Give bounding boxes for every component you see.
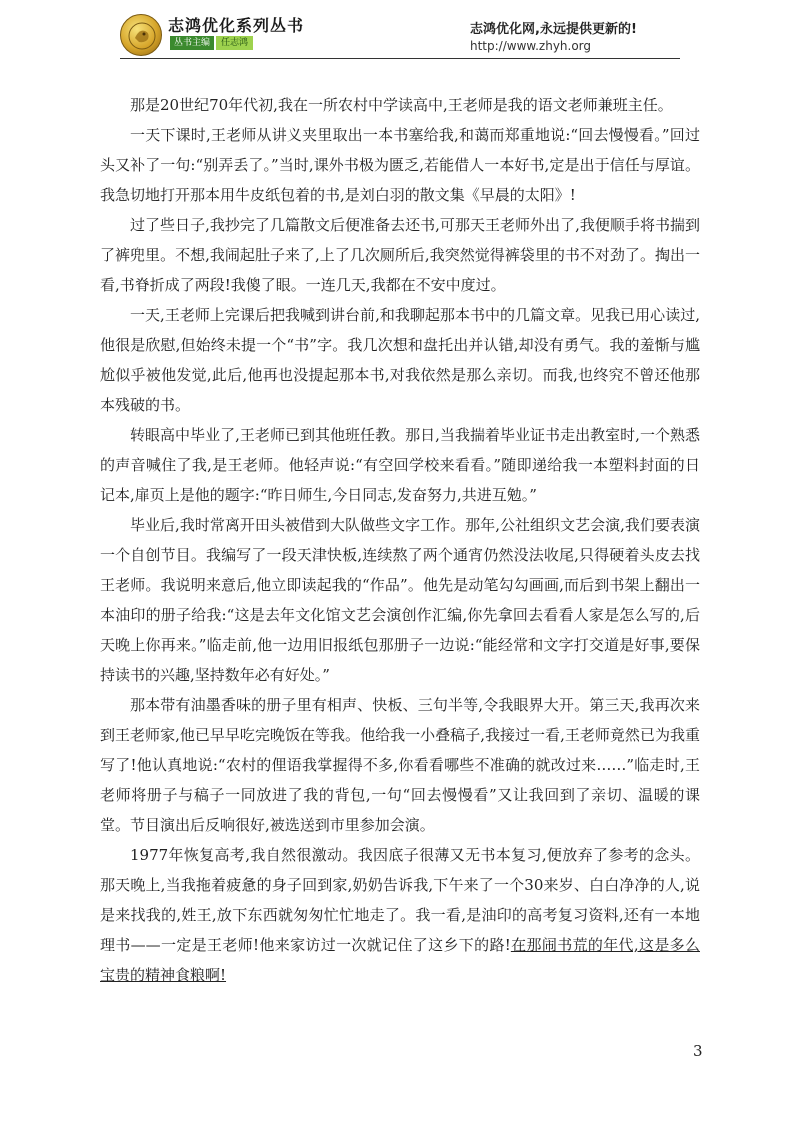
underlined-sentence: 在那闹书荒的年代,这是多么宝贵的精神食粮啊! (100, 936, 700, 984)
paragraph: 那是20世纪70年代初,我在一所农村中学读高中,王老师是我的语文老师兼班主任。 (130, 96, 673, 114)
series-logo (118, 12, 308, 56)
paragraph: 过了些日子,我抄完了几篇散文后便准备去还书,可那天王老师外出了,我便顺手将书揣到了裤兜里。不想,我闹起肚子来了,上了几次厕所后,我突然觉得裤袋里的书不对劲了。掏出一看,书脊折成了两段!我傻了眼。一连几天,我都在不安中度过。 (100, 216, 700, 294)
paragraph: 一天下课时,王老师从讲义夹里取出一本书塞给我,和蔼而郑重地说:“回去慢慢看。”回过头又补了一句:“别弄丢了。”当时,课外书极为匮乏,若能借人一本好书,定是出于信任与厚谊。我急切地打开那本用牛皮纸包着的书,是刘白羽的散文集《早晨的太阳》! (100, 126, 700, 204)
editor-name: 任志鸿 (216, 36, 253, 50)
paragraph: 一天,王老师上完课后把我喊到讲台前,和我聊起那本书中的几篇文章。见我已用心读过,他很是欣慰,但始终未提一个“书”字。我几次想和盘托出并认错,却没有勇气。我的羞惭与尴尬似乎被他发觉,此后,他再也没提起那本书,对我依然是那么亲切。而我,也终究不曾还他那本残破的书。 (100, 306, 700, 414)
paragraph: 转眼高中毕业了,王老师已到其他班任教。那日,当我揣着毕业证书走出教室时,一个熟悉的声音喊住了我,是王老师。他轻声说:“有空回学校来看看。”随即递给我一本塑料封面的日记本,扉页上是他的题字:“昨日师生,今日同志,发奋努力,共进互勉。” (100, 426, 700, 504)
paragraph: 那本带有油墨香味的册子里有相声、快板、三句半等,令我眼界大开。第三天,我再次来到王老师家,他已早早吃完晚饭在等我。他给我一小叠稿子,我接过一看,王老师竟然已为我重写了!他认真地说:“农村的俚语我掌握得不多,你看看哪些不准确的就改过来……”临走时,王老师将册子与稿子一同放进了我的背包,一句“回去慢慢看”又让我回到了亲切、温暖的课堂。节目演出后反响很好,被选送到市里参加会演。 (100, 696, 700, 834)
paragraph-text: 1977年恢复高考,我自然很激动。我因底子很薄又无书本复习,便放弃了参考的念头。那天晚上,当我拖着疲惫的身子回到家,奶奶告诉我,下午来了一个30来岁、白白净净的人,说是来找我的,姓王,放下东西就匆匆忙忙地走了。我一看,是油印的高考复习资料,还有一本地理书——一定是王老师!他来家访过一次就记住了这乡下的路! (100, 846, 700, 954)
page-header (0, 0, 800, 70)
series-title: 志鸿优化系列丛书 (168, 16, 305, 35)
editor-tag: 丛书主编 (170, 36, 214, 50)
header-divider (120, 58, 680, 59)
editor-credit (170, 36, 253, 50)
site-url[interactable]: http://www.zhyh.org (470, 39, 592, 53)
site-slogan: 志鸿优化网,永远提供更新的! (470, 22, 637, 37)
coin-emblem-icon (120, 14, 162, 56)
article-body (100, 90, 700, 990)
page-number: 3 (693, 1042, 703, 1060)
paragraph (100, 840, 700, 990)
paragraph: 毕业后,我时常离开田头被借到大队做些文字工作。那年,公社组织文艺会演,我们要表演一个自创节目。我编写了一段天津快板,连续熬了两个通宵仍然没法收尾,只得硬着头皮去找王老师。我说明来意后,他立即读起我的“作品”。他先是动笔勾勾画画,而后到书架上翻出一本油印的册子给我:“这是去年文化馆文艺会演创作汇编,你先拿回去看看人家是怎么写的,后天晚上你再来。”临走前,他一边用旧报纸包那册子一边说:“能经常和文字打交道是好事,要保持读书的兴趣,坚持数年必有好处。” (100, 516, 700, 684)
header-right (470, 18, 650, 53)
